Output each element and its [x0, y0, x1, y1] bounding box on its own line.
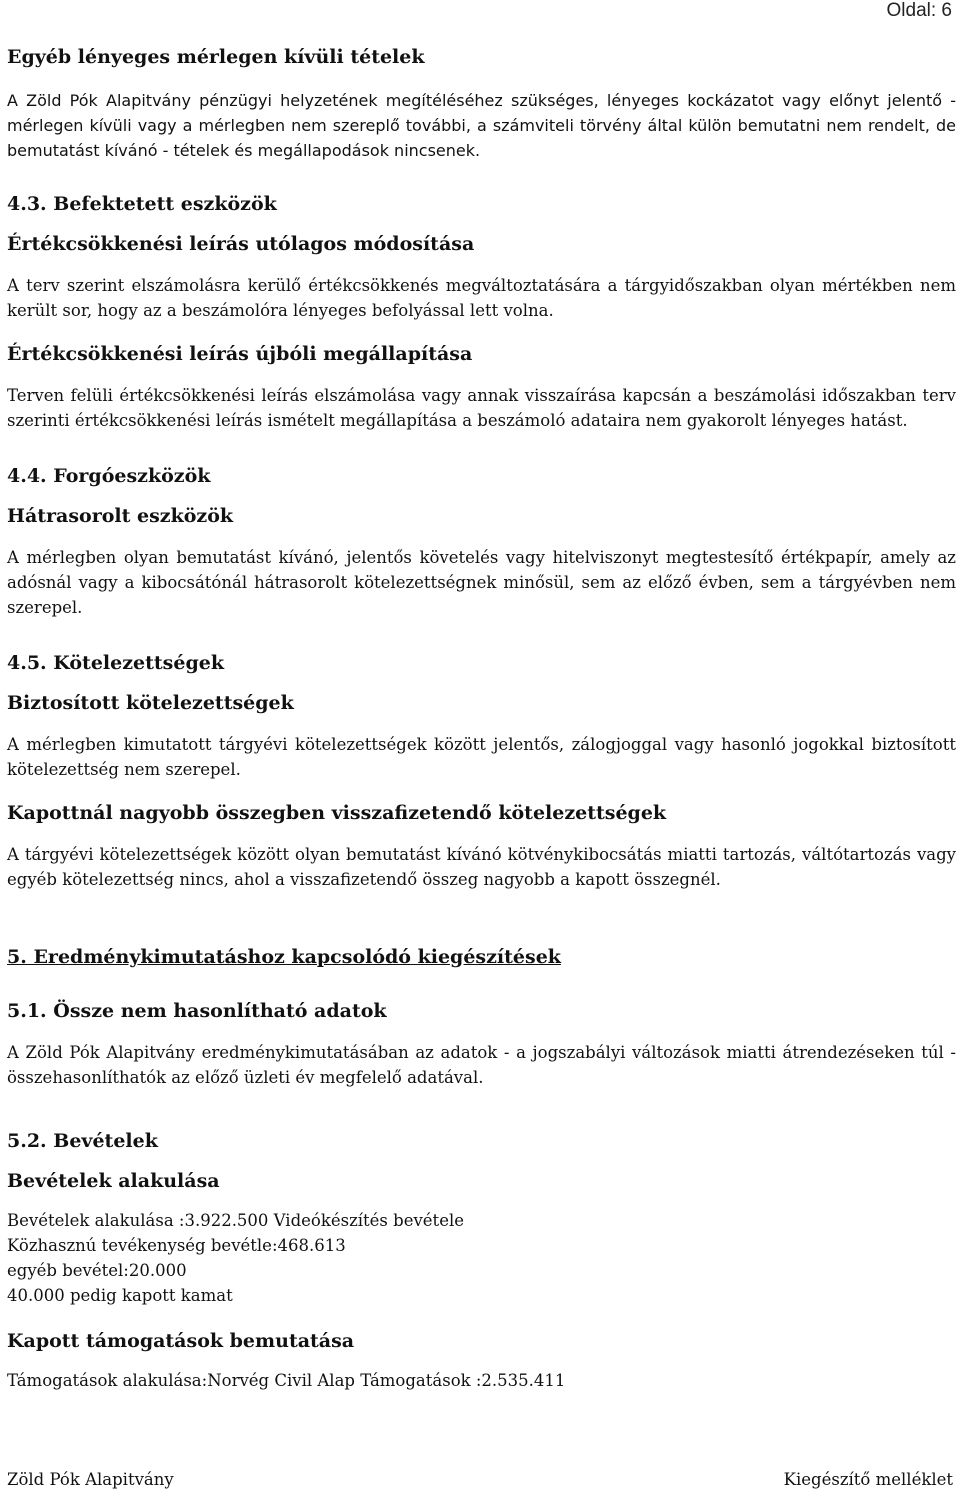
paragraph-incomparable-data: A Zöld Pók Alapitvány eredménykimutatásában az adatok - a jogszabályi változások miatti átrendezéseken túl - összehasonlíthatók az előző üzleti év megfelelő adatával. — [7, 1043, 956, 1087]
page-number: Oldal: 6 — [886, 0, 952, 21]
subheading-depreciation-redetermination: Értékcsökkenési leírás újbóli megállapítása — [7, 343, 473, 365]
heading-5: 5. Eredménykimutatáshoz kapcsolódó kiegészítések — [7, 946, 561, 968]
paragraph-secured-liabilities: A mérlegben kimutatott tárgyévi kötelezettségek között jelentős, zálogjoggal vagy hasonló jogokkal biztosított kötelezettség nem szerepel. — [7, 735, 956, 779]
subheading-revenue-development: Bevételek alakulása — [7, 1170, 220, 1192]
heading-5-1: 5.1. Össze nem hasonlítható adatok — [7, 1000, 387, 1022]
revenue-line: egyéb bevétel:20.000 — [7, 1261, 187, 1280]
subheading-subordinated-assets: Hátrasorolt eszközök — [7, 505, 234, 527]
footer-document-type: Kiegészítő melléklet — [783, 1470, 953, 1489]
paragraph-grants: Támogatások alakulása:Norvég Civil Alap Támogatások :2.535.411 — [7, 1371, 566, 1390]
footer-organization: Zöld Pók Alapitvány — [7, 1470, 174, 1489]
revenue-lines — [7, 1208, 956, 1308]
subheading-secured-liabilities: Biztosított kötelezettségek — [7, 692, 294, 714]
paragraph-off-balance: A Zöld Pók Alapitvány pénzügyi helyzetének megítéléséhez szükséges, lényeges kockázatot vagy előnyt jelentő - mérlegen kívüli vagy a mérlegben nem szereplő további, a számviteli törvény által külön bemutatni nem rendelt, de bemutatást kívánó - tételek és megállapodások nincsenek. — [7, 91, 956, 160]
subheading-repayable-liabilities: Kapottnál nagyobb összegben visszafizetendő kötelezettségek — [7, 802, 667, 824]
subheading-grants: Kapott támogatások bemutatása — [7, 1330, 355, 1352]
heading-off-balance: Egyéb lényeges mérlegen kívüli tételek — [7, 46, 425, 68]
revenue-line: Bevételek alakulása :3.922.500 Videókészítés bevétele — [7, 1211, 464, 1230]
paragraph-repayable-liabilities: A tárgyévi kötelezettségek között olyan bemutatást kívánó kötvénykibocsátás miatti tartozás, váltótartozás vagy egyéb kötelezettség nincs, ahol a visszafizetendő összeg nagyobb a kapott összegnél. — [7, 845, 956, 889]
heading-5-2: 5.2. Bevételek — [7, 1130, 158, 1152]
document-body — [7, 44, 956, 1393]
heading-4-4: 4.4. Forgóeszközök — [7, 465, 211, 487]
revenue-line: 40.000 pedig kapott kamat — [7, 1286, 233, 1305]
revenue-line: Közhasznú tevékenység bevétle:468.613 — [7, 1236, 346, 1255]
paragraph-depreciation-redetermination: Terven felüli értékcsökkenési leírás elszámolása vagy annak visszaírása kapcsán a beszámolási időszakban terv szerinti értékcsökkenési leírás ismételt megállapítása a beszámoló adataira nem gyakorolt lényeges hatást. — [7, 386, 956, 430]
heading-4-3: 4.3. Befektetett eszközök — [7, 193, 277, 215]
subheading-depreciation-modification: Értékcsökkenési leírás utólagos módosítása — [7, 233, 475, 255]
page-footer — [7, 1470, 953, 1489]
paragraph-subordinated-assets: A mérlegben olyan bemutatást kívánó, jelentős követelés vagy hitelviszonyt megtestesítő értékpapír, amely az adósnál vagy a kibocsátónál hátrasorolt kötelezettségnek minősül, sem az előző évben, sem a tárgyévben nem szerepel. — [7, 548, 956, 617]
heading-4-5: 4.5. Kötelezettségek — [7, 652, 224, 674]
paragraph-depreciation-modification: A terv szerint elszámolásra kerülő értékcsökkenés megváltoztatására a tárgyidőszakban olyan mértékben nem került sor, hogy az a beszámolóra lényeges befolyással lett volna. — [7, 276, 956, 320]
